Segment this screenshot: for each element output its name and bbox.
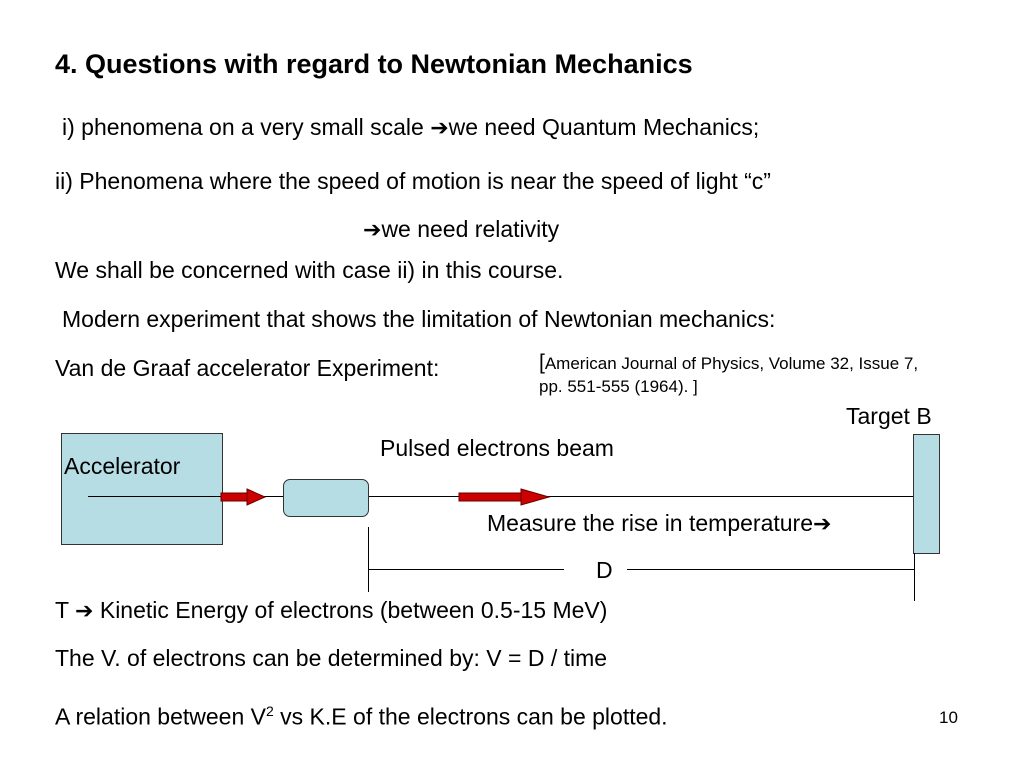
- line-relativity-case: ii) Phenomena where the speed of motion is near the speed of light “c”: [55, 168, 771, 194]
- distance-tick-left: [368, 527, 369, 592]
- distance-line-right: [627, 569, 914, 570]
- citation-text: American Journal of Physics, Volume 32, Issue 7, pp. 551-555 (1964). ]: [539, 354, 919, 397]
- line-relativity-need: [363, 218, 559, 241]
- kinetic-suffix: Kinetic Energy of electrons (between 0.5-15 MeV): [93, 597, 608, 623]
- accelerator-box: [61, 433, 223, 545]
- pulser-box: [283, 479, 369, 517]
- right-arrow-icon: ➔: [430, 115, 449, 140]
- right-arrow-icon: ➔: [363, 217, 382, 242]
- citation: [539, 350, 929, 398]
- distance-label: D: [596, 557, 613, 583]
- relation-superscript: 2: [265, 703, 274, 719]
- kinetic-energy-line: [55, 599, 607, 622]
- relation-line: [55, 704, 668, 729]
- right-arrow-icon: ➔: [813, 511, 832, 536]
- page-number: 10: [939, 708, 958, 727]
- accelerator-label: Accelerator: [64, 453, 181, 479]
- line-quantum-suffix: we need Quantum Mechanics;: [448, 114, 760, 140]
- line-relativity-suffix: we need relativity: [381, 216, 560, 242]
- distance-line-left: [368, 569, 564, 570]
- right-arrow-icon: ➔: [75, 598, 94, 623]
- measure-label: [487, 512, 831, 535]
- measure-text: Measure the rise in temperature: [487, 510, 813, 536]
- line-quantum: [62, 116, 759, 139]
- citation-bracket: [: [539, 351, 545, 374]
- line-quantum-prefix: i) phenomena on a very small scale: [62, 114, 431, 140]
- kinetic-prefix: T: [55, 597, 76, 623]
- relation-prefix: A relation between V: [55, 703, 266, 730]
- target-label: Target B: [846, 403, 932, 429]
- target-plate: [913, 434, 940, 554]
- beam-arrow-left: [221, 488, 265, 506]
- beam-label: Pulsed electrons beam: [380, 435, 614, 461]
- distance-tick-right: [914, 553, 915, 601]
- line-van-de-graaf: Van de Graaf accelerator Experiment:: [55, 355, 440, 381]
- line-modern-experiment: Modern experiment that shows the limitation of Newtonian mechanics:: [62, 306, 776, 332]
- beam-arrow-right: [459, 488, 549, 506]
- velocity-line: The V. of electrons can be determined by: V = D / time: [55, 645, 608, 671]
- line-course-scope: We shall be concerned with case ii) in this course.: [55, 257, 564, 283]
- relation-suffix: vs K.E of the electrons can be plotted.: [273, 703, 668, 730]
- slide-title: 4. Questions with regard to Newtonian Mechanics: [55, 49, 693, 79]
